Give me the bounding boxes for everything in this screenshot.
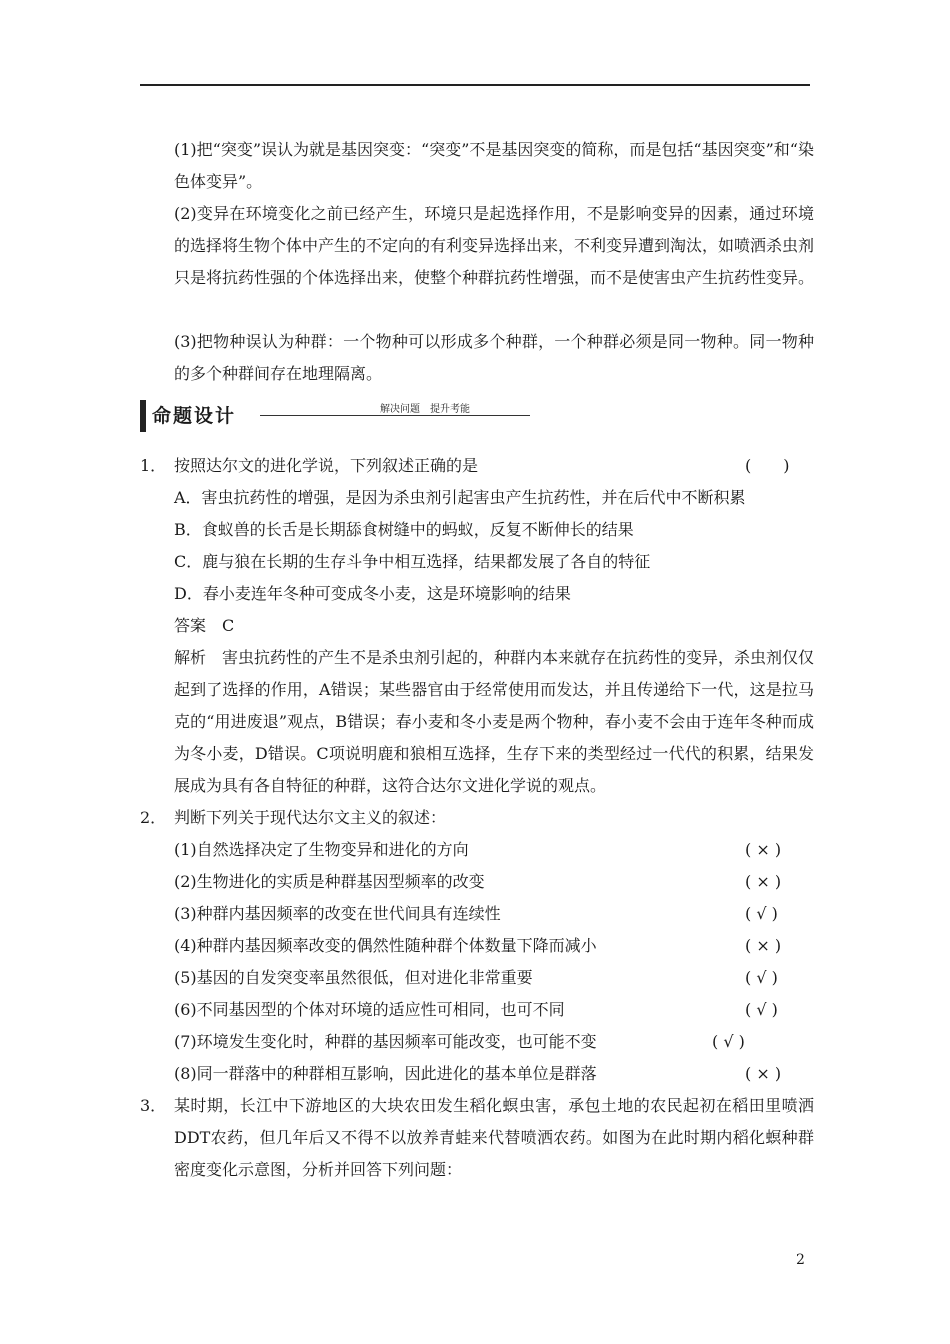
section-rule	[260, 415, 530, 416]
q1-option-d: D．春小麦连年冬种可变成冬小麦，这是环境影响的结果	[174, 584, 571, 603]
q2-item-mark: ( √ )	[745, 968, 778, 987]
q2-item-text: (2)生物进化的实质是种群基因型频率的改变	[174, 872, 485, 891]
q3-number: 3．	[140, 1096, 167, 1115]
q2-item-mark: ( √ )	[745, 904, 778, 923]
q1-option-a: A．害虫抗药性的增强，是因为杀虫剂引起害虫产生抗药性，并在后代中不断积累	[174, 488, 746, 507]
section-bar	[140, 400, 146, 432]
q2-item-text: (7)环境发生变化时，种群的基因频率可能改变，也可能不变	[174, 1032, 597, 1051]
q2-item-mark: ( √ )	[745, 1000, 778, 1019]
q2-item-mark: ( × )	[745, 936, 782, 955]
q2-item-mark: ( √ )	[712, 1032, 745, 1051]
q2-item-text: (8)同一群落中的种群相互影响，因此进化的基本单位是群落	[174, 1064, 597, 1083]
q3-stem: 某时期，长江中下游地区的大块农田发生稻化螟虫害，承包土地的农民起初在稻田里喷洒DDT农药，但几年后又不得不以放养青蛙来代替喷洒农药。如图为在此时期内稻化螟种群密度变化示意图，分析并回答下列问题：	[174, 1096, 814, 1179]
q2-item-text: (1)自然选择决定了生物变异和进化的方向	[174, 840, 469, 859]
q1-answer-paren: ( )	[745, 456, 790, 475]
q2-item-mark: ( × )	[745, 872, 782, 891]
q1-option-b: B．食蚁兽的长舌是长期舔食树缝中的蚂蚁，反复不断伸长的结果	[174, 520, 634, 539]
q2-item-text: (4)种群内基因频率改变的偶然性随种群个体数量下降而减小	[174, 936, 597, 955]
q1-answer: 答案 C	[174, 616, 235, 635]
header-rule	[140, 84, 810, 86]
q2-item-text: (6)不同基因型的个体对环境的适应性可相同，也可不同	[174, 1000, 565, 1019]
q2-item-text: (3)种群内基因频率的改变在世代间具有连续性	[174, 904, 501, 923]
note-3: (3)把物种误认为种群：一个物种可以形成多个种群，一个种群必须是同一物种。同一物种的多个种群间存在地理隔离。	[174, 332, 814, 383]
q1-analysis: 解析 害虫抗药性的产生不是杀虫剂引起的，种群内本来就存在抗药性的变异，杀虫剂仅仅起到了选择的作用，A错误；某些器官由于经常使用而发达，并且传递给下一代，这是拉马克的“用进废退”观点，B错误；春小麦和冬小麦是两个物种，春小麦不会由于连年冬种而成为冬小麦，D错误。C项说明鹿和狼相互选择，生存下来的类型经过一代代的积累，结果发展成为具有各自特征的种群，这符合达尔文进化学说的观点。	[174, 648, 815, 795]
q2-stem: 判断下列关于现代达尔文主义的叙述：	[174, 808, 447, 827]
q1-option-c: C．鹿与狼在长期的生存斗争中相互选择，结果都发展了各自的特征	[174, 552, 651, 571]
section-title: 命题设计	[152, 405, 237, 427]
q1-number: 1．	[140, 456, 167, 475]
section-header	[140, 398, 530, 432]
q2-number: 2．	[140, 808, 167, 827]
q1-stem: 按照达尔文的进化学说，下列叙述正确的是	[174, 456, 479, 475]
q2-item-mark: ( × )	[745, 1064, 782, 1083]
page-number: 2	[796, 1252, 805, 1268]
note-2: (2)变异在环境变化之前已经产生，环境只是起选择作用，不是影响变异的因素，通过环境的选择将生物个体中产生的不定向的有利变异选择出来，不利变异遭到淘汰，如喷洒杀虫剂只是将抗药性强的个体选择出来，使整个种群抗药性增强，而不是使害虫产生抗药性变异。	[174, 204, 815, 287]
q2-item-text: (5)基因的自发突变率虽然很低，但对进化非常重要	[174, 968, 533, 987]
note-1: (1)把“突变”误认为就是基因突变：“突变”不是基因突变的简称，而是包括“基因突变”和“染色体变异”。	[174, 140, 814, 191]
section-subtitle: 解决问题 提升考能	[380, 404, 470, 415]
q2-item-mark: ( × )	[745, 840, 782, 859]
